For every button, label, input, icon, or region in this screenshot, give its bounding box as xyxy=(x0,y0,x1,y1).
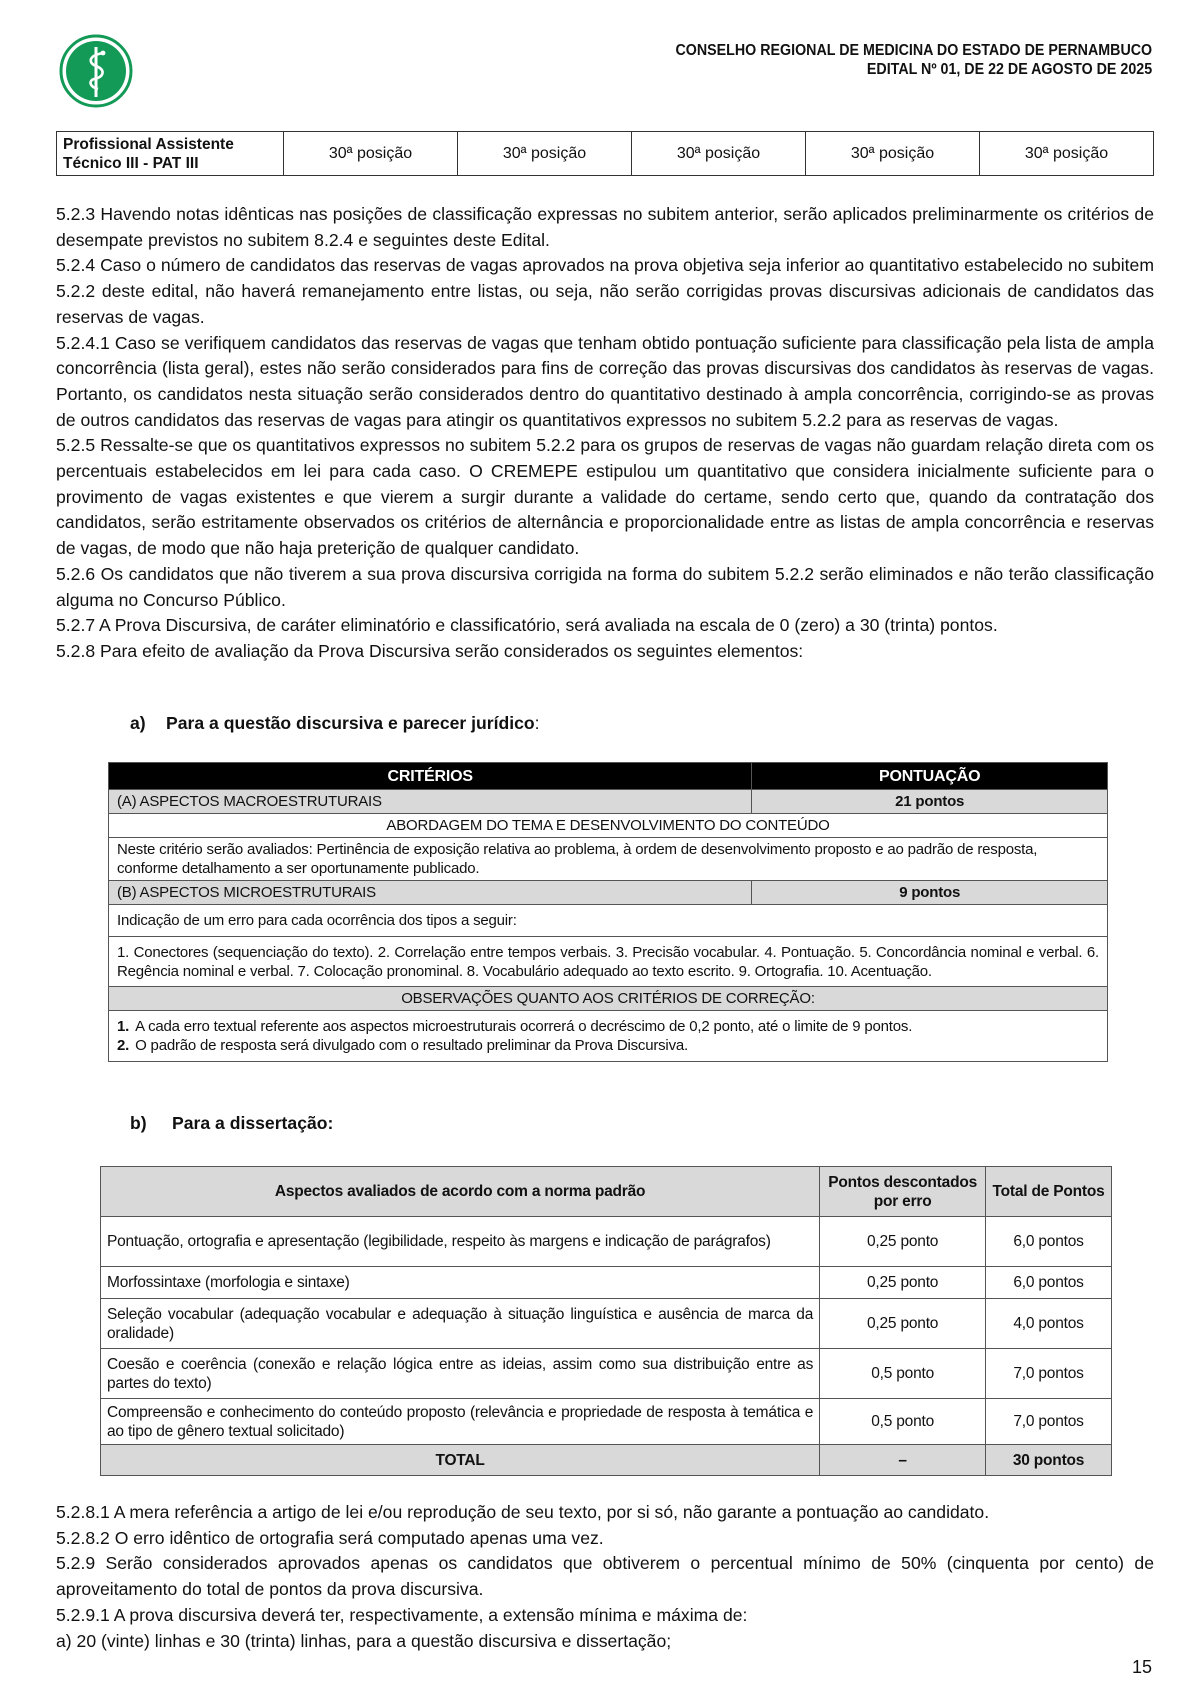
total-cell: 4,0 pontos xyxy=(986,1299,1112,1349)
macro-points: 21 pontos xyxy=(752,790,1108,814)
aspect-cell: Pontuação, ortografia e apresentação (legibilidade, respeito às margens e indicação de parágrafos) xyxy=(101,1217,820,1267)
discount-cell: 0,25 ponto xyxy=(820,1299,986,1349)
position-cell: 30ª posição xyxy=(632,132,806,176)
micro-title: (B) ASPECTOS MICROESTRUTURAIS xyxy=(109,881,752,905)
table-row xyxy=(57,132,1154,176)
paragraph-5-2-4: 5.2.4 Caso o número de candidatos das reservas de vagas aprovados na prova objetiva seja inferior ao quantitativo estabelecido no subitem 5.2.2 deste edital, não haverá remanejamento entre listas, ou seja, não serão corrigidas provas discursivas adicionais de candidatos das reservas de vagas. xyxy=(56,255,1154,327)
table-row xyxy=(109,790,1108,814)
total-cell: 6,0 pontos xyxy=(986,1217,1112,1267)
table-row xyxy=(109,905,1108,937)
page-number: 15 xyxy=(1131,1657,1152,1677)
subsection-b-heading xyxy=(130,1113,333,1134)
body-text xyxy=(56,202,1154,665)
col-criteria-header: CRITÉRIOS xyxy=(109,763,752,790)
paragraph-5-2-3: 5.2.3 Havendo notas idênticas nas posições de classificação expressas no subitem anterior, serão aplicados preliminarmente os critérios de desempate previstos no subitem 8.2.4 e seguintes deste Edital. xyxy=(56,204,1154,250)
observations-cell xyxy=(109,1011,1108,1062)
observations-list xyxy=(117,1017,1099,1055)
col-total-header: Total de Pontos xyxy=(986,1167,1112,1217)
table-header-row xyxy=(101,1167,1112,1217)
table-row xyxy=(109,987,1108,1011)
list-item xyxy=(117,1017,1099,1036)
observation-number: 1. xyxy=(117,1018,130,1035)
position-table xyxy=(56,131,1154,176)
paragraph-item-a: a) 20 (vinte) linhas e 30 (trinta) linhas, para a questão discursiva e dissertação; xyxy=(56,1630,672,1651)
table-row xyxy=(109,1011,1108,1062)
dissertation-table xyxy=(100,1166,1112,1476)
observations-header: OBSERVAÇÕES QUANTO AOS CRITÉRIOS DE CORREÇÃO: xyxy=(109,987,1108,1011)
micro-points: 9 pontos xyxy=(752,881,1108,905)
total-label: TOTAL xyxy=(101,1445,820,1476)
col-score-header: PONTUAÇÃO xyxy=(752,763,1108,790)
table-header-row xyxy=(109,763,1108,790)
paragraph-5-2-7: 5.2.7 A Prova Discursiva, de caráter eliminatório e classificatório, será avaliada na escala de 0 (zero) a 30 (trinta) pontos. xyxy=(56,615,998,636)
document-header xyxy=(675,41,1152,79)
table-row xyxy=(101,1217,1112,1267)
table-row xyxy=(101,1299,1112,1349)
aspect-cell: Seleção vocabular (adequação vocabular e adequação à situação linguística e ausência de marca da oralidade) xyxy=(101,1299,820,1349)
paragraph-5-2-4-1: 5.2.4.1 Caso se verifiquem candidatos das reservas de vagas que tenham obtido pontuação suficiente para classificação pela lista de ampla concorrência (lista geral), estes não serão considerados para fins de correção das provas discursivas dos candidatos às reservas de vagas. Portanto, os candidatos nesta situação serão considerados dentro do quantitativo destinado à ampla concorrência, corrigindo-se as provas de outros candidatos das reservas de vagas para atingir os quantitativos expressos no subitem 5.2.2 para as reservas de vagas. xyxy=(56,332,1154,430)
table-row xyxy=(109,881,1108,905)
subsection-b-title: Para a dissertação: xyxy=(172,1113,334,1133)
position-cell: 30ª posição xyxy=(284,132,458,176)
position-cell: 30ª posição xyxy=(980,132,1154,176)
paragraph-5-2-8: 5.2.8 Para efeito de avaliação da Prova Discursiva serão considerados os seguintes elementos: xyxy=(56,640,804,661)
table-row xyxy=(109,814,1108,838)
discount-cell: 0,25 ponto xyxy=(820,1267,986,1299)
subsection-a-title: Para a questão discursiva e parecer jurídico xyxy=(166,713,535,733)
role-line1: Profissional Assistente xyxy=(63,135,234,153)
paragraph-5-2-6: 5.2.6 Os candidatos que não tiverem a sua prova discursiva corrigida na forma do subitem 5.2.2 serão eliminados e não terão classificação alguma no Concurso Público. xyxy=(56,563,1154,610)
position-cell: 30ª posição xyxy=(806,132,980,176)
table-row xyxy=(101,1267,1112,1299)
total-points: 30 pontos xyxy=(986,1445,1112,1476)
subsection-a-heading xyxy=(130,713,540,734)
macro-title: (A) ASPECTOS MACROESTRUTURAIS xyxy=(109,790,752,814)
total-discount: – xyxy=(820,1445,986,1476)
list-item xyxy=(117,1036,1099,1055)
total-cell: 6,0 pontos xyxy=(986,1267,1112,1299)
aspect-cell: Coesão e coerência (conexão e relação lógica entre as ideias, assim como sua distribuição entre as partes do texto) xyxy=(101,1349,820,1399)
role-line2: Técnico III - PAT III xyxy=(63,154,199,172)
discount-cell: 0,5 ponto xyxy=(820,1349,986,1399)
macro-description: Neste critério serão avaliados: Pertinência de exposição relativa ao problema, à ordem de desenvolvimento proposto e ao padrão de resposta, conforme detalhamento a ser oportunamente publicado. xyxy=(109,838,1108,881)
criteria-table xyxy=(108,762,1108,1062)
header-edital: EDITAL Nº 01, DE 22 DE AGOSTO DE 2025 xyxy=(866,61,1152,78)
footer-text xyxy=(56,1500,1154,1654)
header-institution: CONSELHO REGIONAL DE MEDICINA DO ESTADO DE PERNAMBUCO xyxy=(675,42,1152,59)
total-cell: 7,0 pontos xyxy=(986,1349,1112,1399)
paragraph-5-2-8-2: 5.2.8.2 O erro idêntico de ortografia será computado apenas uma vez. xyxy=(56,1527,604,1548)
aspect-cell: Compreensão e conhecimento do conteúdo proposto (relevância e propriedade de resposta à temática e ao tipo de gênero textual solicitado) xyxy=(101,1399,820,1445)
micro-error-list: 1. Conectores (sequenciação do texto). 2. Correlação entre tempos verbais. 3. Precisão vocabular. 4. Pontuação. 5. Concordância nominal e verbal. 6. Regência nominal e verbal. 7. Colocação pronominal. 8. Vocabulário adequado ao texto escrito. 9. Ortografia. 10. Acentuação. xyxy=(109,937,1108,987)
role-cell xyxy=(57,132,284,176)
observation-text: O padrão de resposta será divulgado com o resultado preliminar da Prova Discursiva. xyxy=(135,1037,688,1054)
macro-subheader: ABORDAGEM DO TEMA E DESENVOLVIMENTO DO CONTEÚDO xyxy=(109,814,1108,838)
subsection-b-label: b) xyxy=(130,1113,147,1133)
table-row xyxy=(109,838,1108,881)
observation-number: 2. xyxy=(117,1037,130,1054)
observation-text: A cada erro textual referente aos aspectos microestruturais ocorrerá o decréscimo de 0,2 ponto, até o limite de 9 pontos. xyxy=(135,1018,913,1035)
table-row xyxy=(101,1399,1112,1445)
col-aspect-header: Aspectos avaliados de acordo com a norma padrão xyxy=(101,1167,820,1217)
position-cell: 30ª posição xyxy=(458,132,632,176)
table-row xyxy=(109,937,1108,987)
discount-cell: 0,25 ponto xyxy=(820,1217,986,1267)
table-row xyxy=(101,1349,1112,1399)
cremepe-logo xyxy=(58,33,134,109)
aspect-cell: Morfossintaxe (morfologia e sintaxe) xyxy=(101,1267,820,1299)
total-row xyxy=(101,1445,1112,1476)
discount-cell: 0,5 ponto xyxy=(820,1399,986,1445)
paragraph-5-2-9: 5.2.9 Serão considerados aprovados apenas os candidatos que obtiverem o percentual mínimo de 50% (cinquenta por cento) de aproveitamento do total de pontos da prova discursiva. xyxy=(56,1553,1154,1600)
total-cell: 7,0 pontos xyxy=(986,1399,1112,1445)
col-discount-header: Pontos descontados por erro xyxy=(820,1167,986,1217)
subsection-a-label: a) xyxy=(130,713,146,733)
paragraph-5-2-5: 5.2.5 Ressalte-se que os quantitativos expressos no subitem 5.2.2 para os grupos de reservas de vagas não guardam relação direta com os percentuais estabelecidos em lei para cada caso. O CREMEPE estipulou um quantitativo que considera inicialmente suficiente para o provimento de vagas existentes e que vierem a surgir durante a validade do certame, sendo certo que, quando da contratação dos candidatos, serão estritamente observados os critérios de alternância e proporcionalidade entre as listas de ampla concorrência e reservas de vagas, de modo que não haja preterição de qualquer candidato. xyxy=(56,435,1154,559)
subsection-a-colon: : xyxy=(534,713,540,733)
paragraph-5-2-8-1: 5.2.8.1 A mera referência a artigo de lei e/ou reprodução de seu texto, por si só, não garante a pontuação ao candidato. xyxy=(56,1502,990,1522)
paragraph-5-2-9-1: 5.2.9.1 A prova discursiva deverá ter, respectivamente, a extensão mínima e máxima de: xyxy=(56,1604,748,1625)
micro-intro: Indicação de um erro para cada ocorrência dos tipos a seguir: xyxy=(109,905,1108,937)
